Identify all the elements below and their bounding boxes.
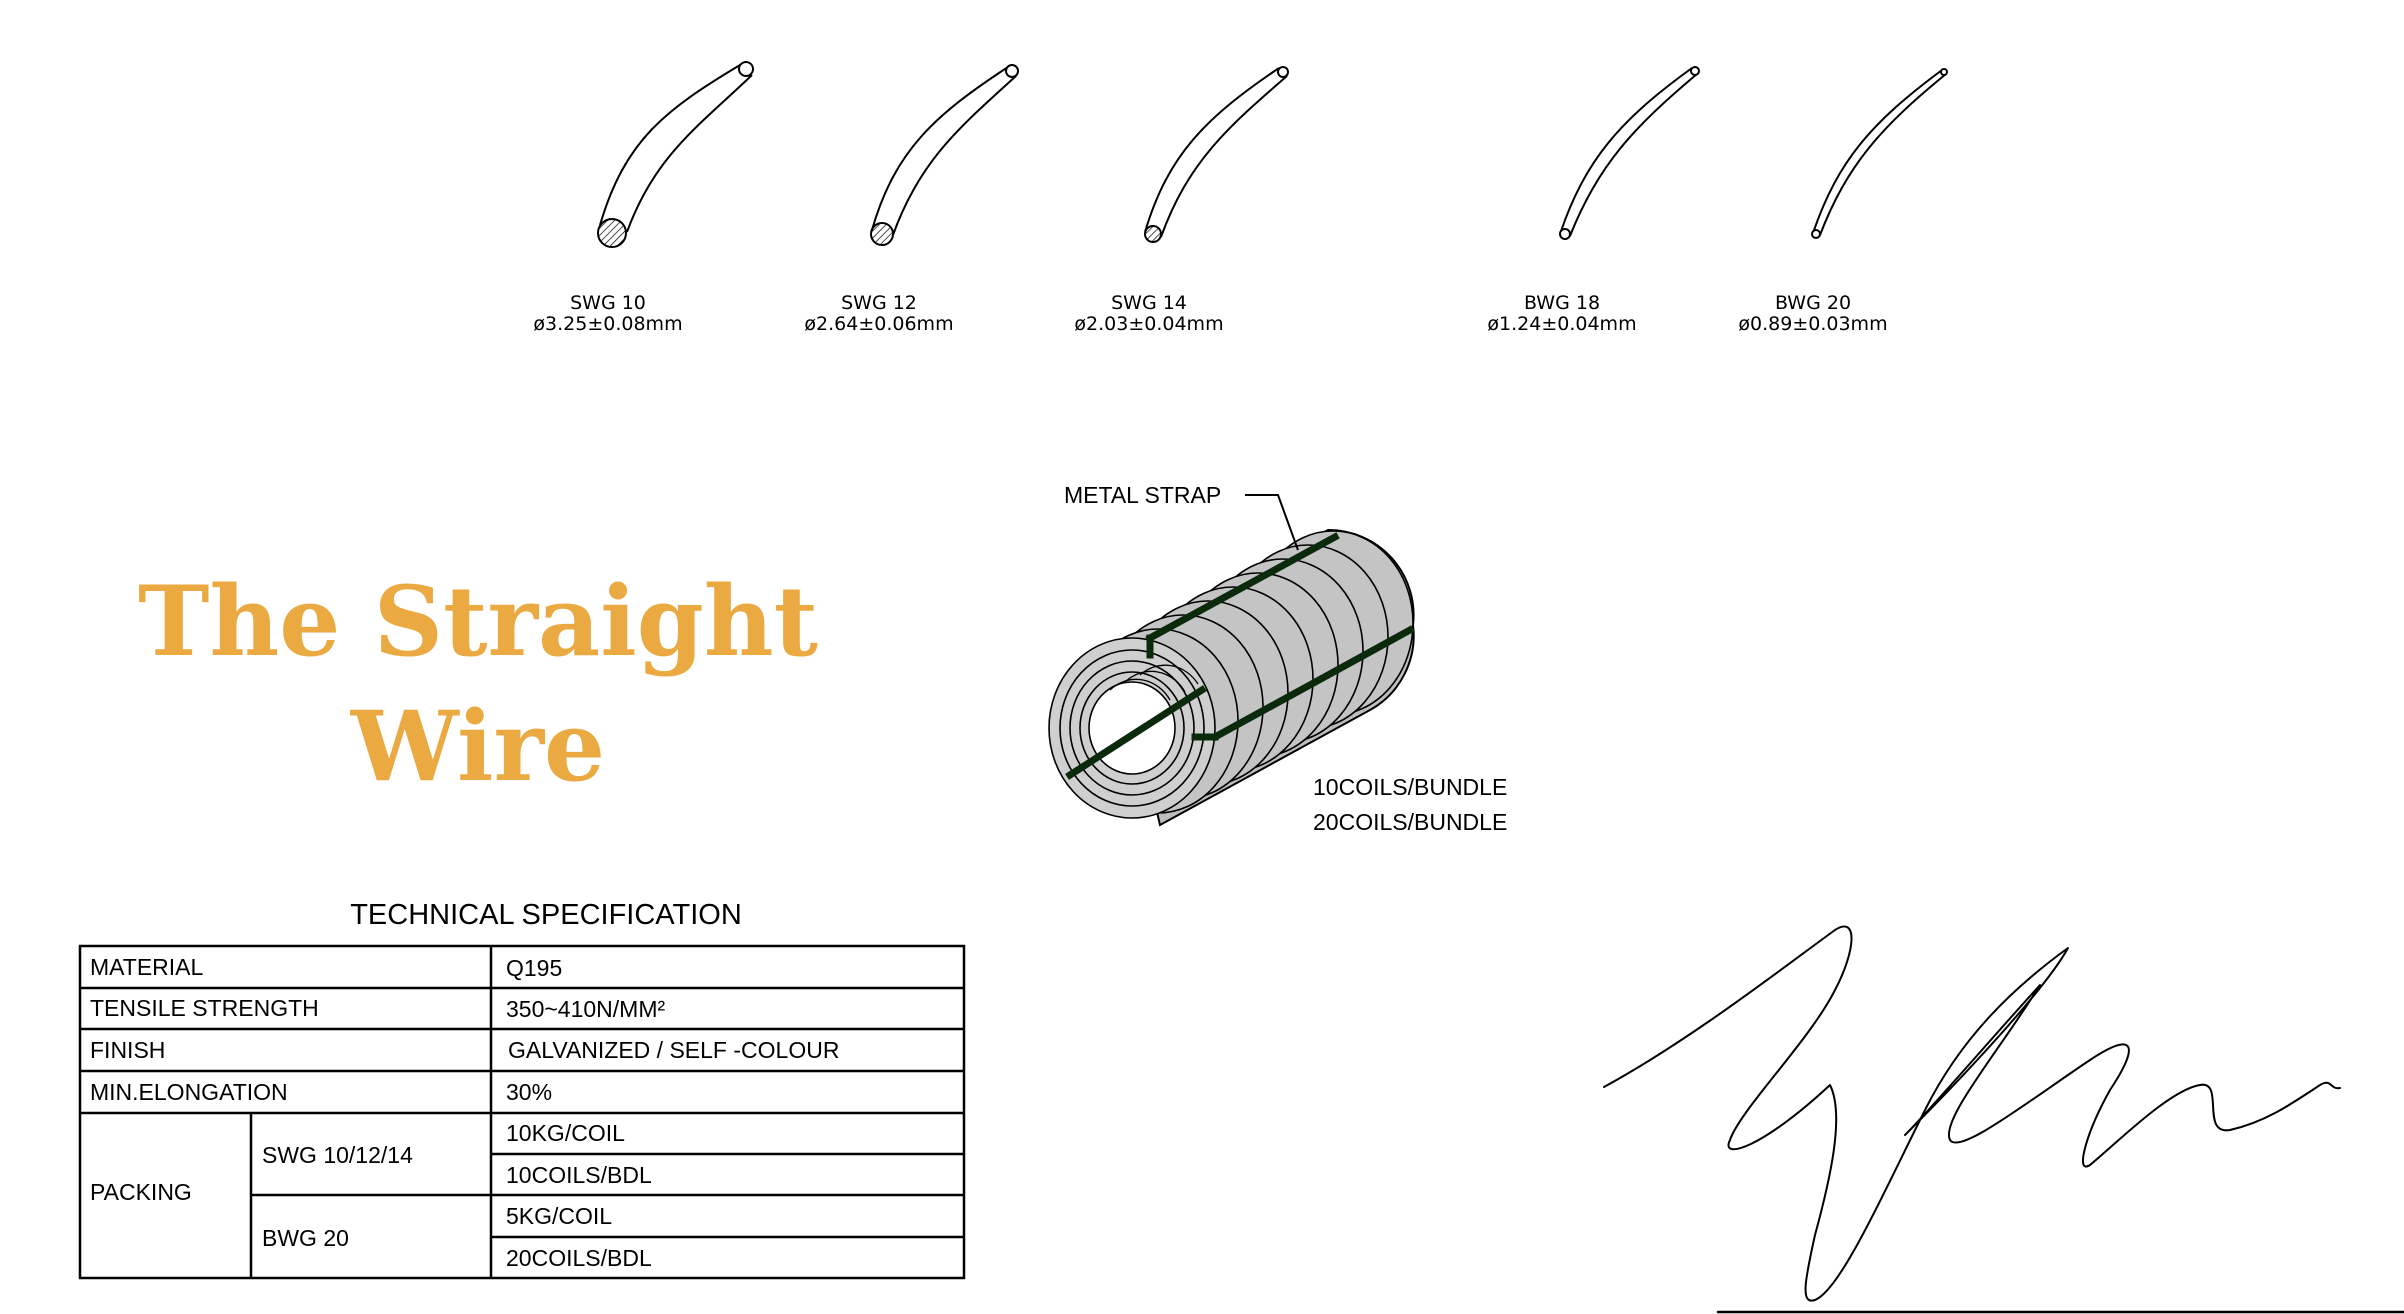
wire-gauge-label: SWG 14 [1111, 292, 1187, 314]
bundle-count-line-2: 20COILS/BUNDLE [1313, 809, 1508, 835]
bundle-count-line-1: 10COILS/BUNDLE [1313, 774, 1508, 800]
packing-gauge: BWG 20 [262, 1225, 349, 1251]
handwritten-signature [1604, 926, 2404, 1312]
packing-gauge: SWG 10/12/14 [262, 1142, 413, 1168]
coil-bundle-illustration [1049, 482, 1507, 835]
packing-label: PACKING [90, 1179, 192, 1205]
wire-diameter-label: ø3.25±0.08mm [533, 313, 683, 335]
wire-swg-12 [804, 65, 1018, 335]
wire-gauge-label: BWG 20 [1774, 292, 1852, 314]
packing-value: 5KG/COIL [506, 1203, 613, 1229]
spec-row-value: 350~410N/MM² [506, 996, 666, 1022]
title-line-1: The Straight [138, 565, 818, 678]
wire-gauge-label: SWG 10 [570, 292, 646, 314]
wire-diameter-label: ø2.64±0.06mm [804, 313, 954, 335]
packing-value: 10COILS/BDL [506, 1162, 652, 1188]
wire-diameter-label: ø0.89±0.03mm [1738, 313, 1888, 335]
spec-row-value: Q195 [506, 955, 563, 981]
packing-value: 10KG/COIL [506, 1120, 625, 1146]
wire-diameter-label: ø1.24±0.04mm [1487, 313, 1637, 335]
spec-row-value: 30% [506, 1079, 553, 1105]
spec-row-label: MATERIAL [90, 954, 204, 980]
title-line-2: Wire [350, 690, 606, 803]
spec-row-label: TENSILE STRENGTH [90, 995, 319, 1021]
spec-row-label: MIN.ELONGATION [90, 1079, 288, 1105]
wire-gauge-label: SWG 12 [841, 292, 917, 314]
wire-bwg-20 [1738, 69, 1947, 335]
technical-specification-table [80, 899, 964, 1278]
wire-diameter-label: ø2.03±0.04mm [1074, 313, 1224, 335]
wire-gauge-label: BWG 18 [1523, 292, 1601, 314]
packing-value: 20COILS/BDL [506, 1245, 652, 1271]
wire-swg-10 [533, 62, 753, 335]
spec-row-value: GALVANIZED / SELF -COLOUR [508, 1037, 840, 1063]
wire-swg-14 [1074, 67, 1288, 335]
spec-heading: TECHNICAL SPECIFICATION [350, 899, 742, 931]
strap-callout-label: METAL STRAP [1064, 482, 1222, 508]
spec-row-label: FINISH [90, 1037, 166, 1063]
wire-bwg-18 [1487, 67, 1699, 335]
